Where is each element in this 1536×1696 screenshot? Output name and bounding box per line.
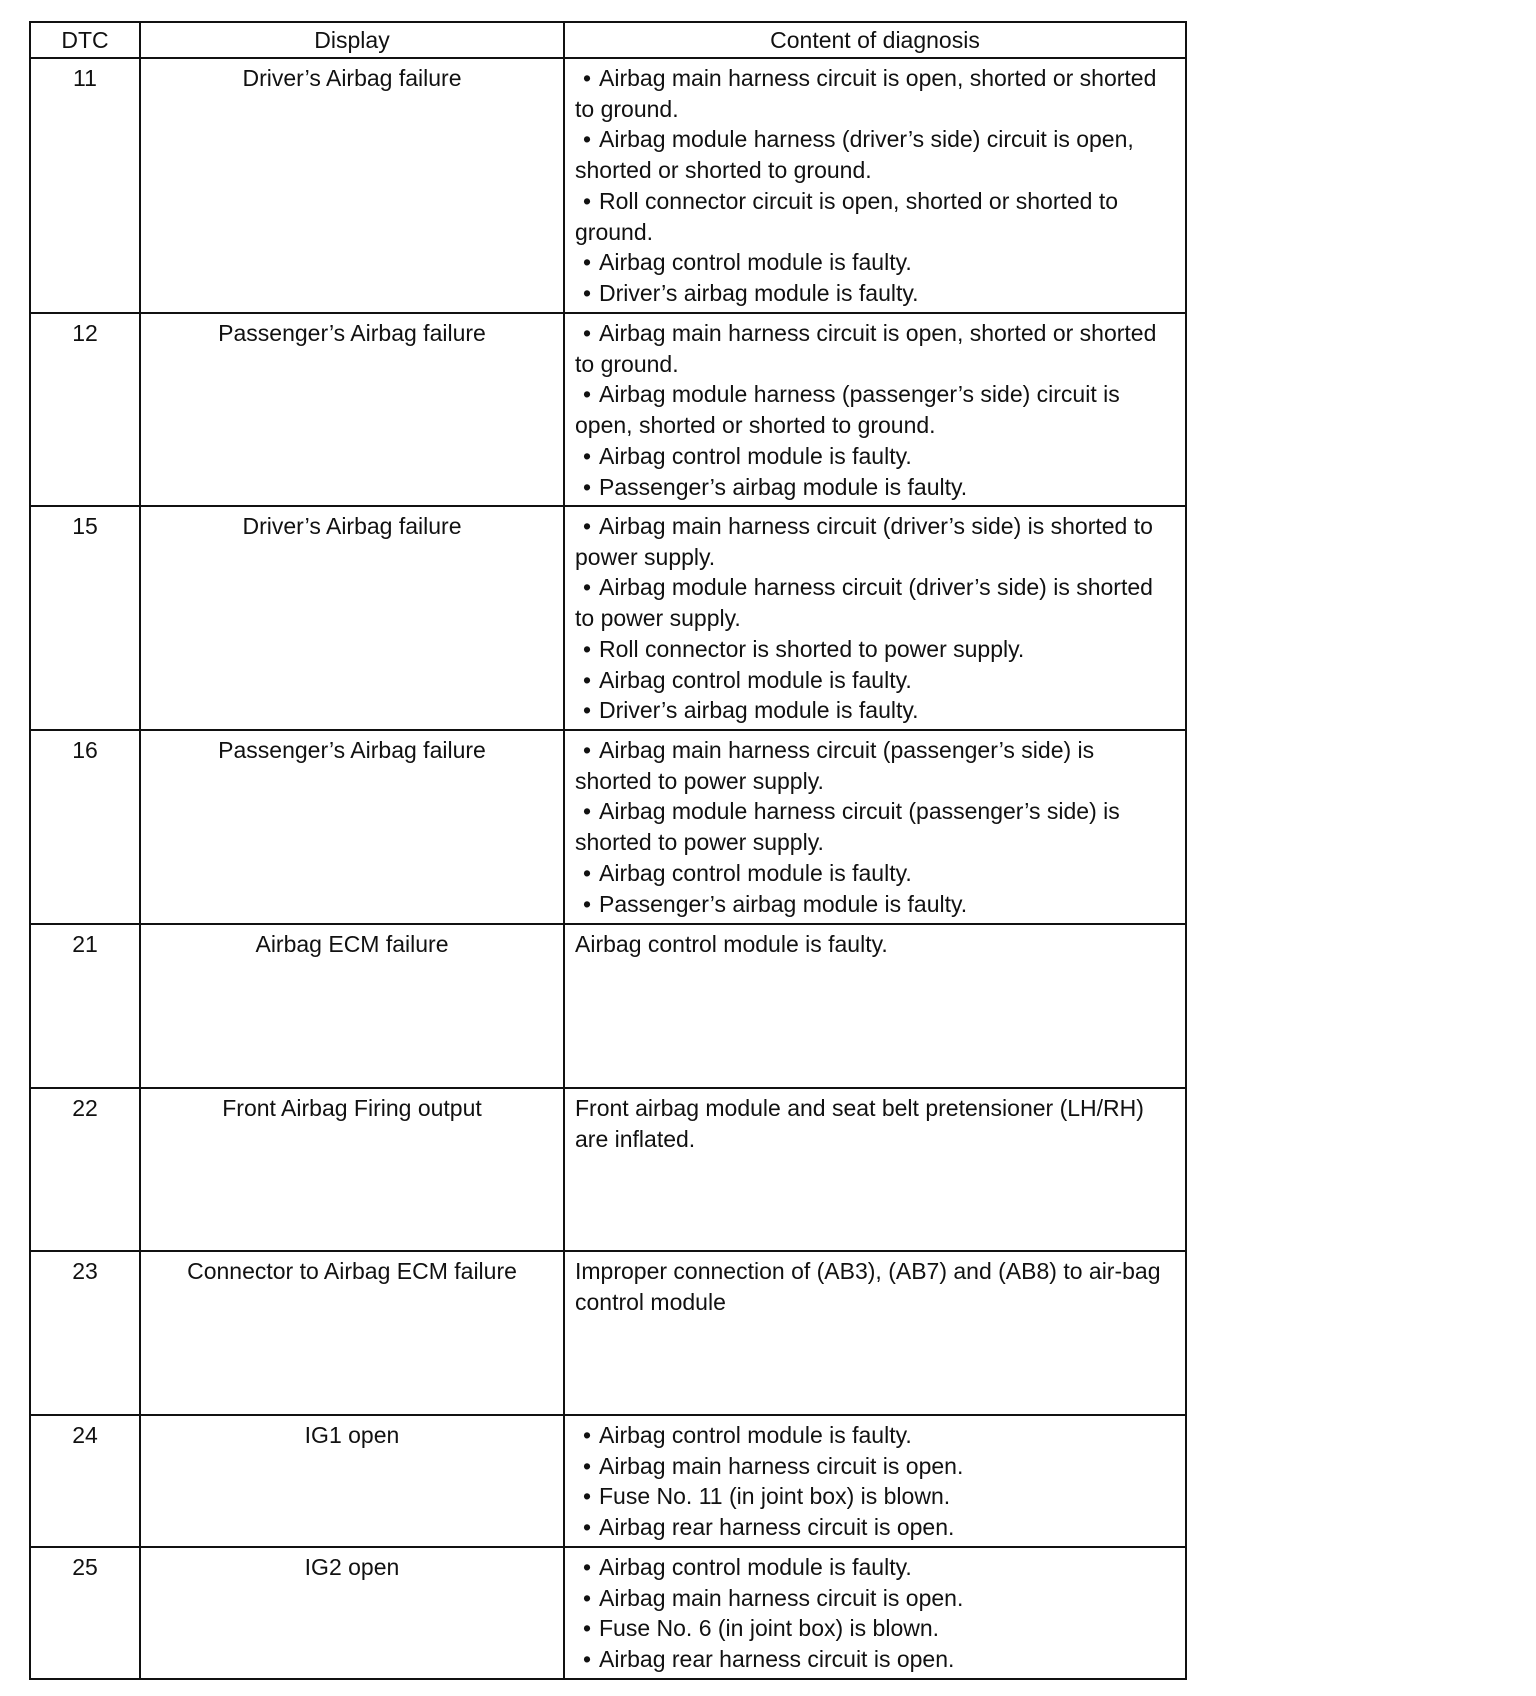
diagnosis-item: • Roll connector circuit is open, shorted or shorted to ground. (575, 186, 1177, 247)
display-text: Airbag ECM failure (140, 924, 564, 1088)
diagnosis-item: • Airbag main harness circuit is open, shorted or shorted to ground. (575, 63, 1177, 124)
diagnosis-item: • Driver’s airbag module is faulty. (575, 278, 1177, 309)
header-row (30, 22, 1186, 58)
diagnosis-item: • Airbag module harness (driver’s side) circuit is open, shorted or shorted to ground. (575, 124, 1177, 185)
table-row (30, 506, 1186, 730)
dtc-code: 15 (30, 506, 140, 730)
dtc-code: 16 (30, 730, 140, 924)
display-text: Passenger’s Airbag failure (140, 313, 564, 506)
table-row (30, 924, 1186, 1088)
dtc-table (29, 21, 1187, 1680)
header-content: Content of diagnosis (564, 22, 1186, 58)
diagnosis-text: Airbag control module is faulty. (575, 931, 888, 957)
diagnosis-item: • Airbag main harness circuit is open. (575, 1583, 1177, 1614)
diagnosis-item: • Airbag main harness circuit (driver’s side) is shorted to power supply. (575, 511, 1177, 572)
diagnosis-item: • Airbag main harness circuit is open, shorted or shorted to ground. (575, 318, 1177, 379)
diagnosis-item: • Airbag control module is faulty. (575, 665, 1177, 696)
diagnosis-item: • Airbag main harness circuit is open. (575, 1451, 1177, 1482)
diagnosis-item: • Passenger’s airbag module is faulty. (575, 472, 1177, 503)
diagnosis-content (564, 1088, 1186, 1251)
table-row (30, 730, 1186, 924)
dtc-code: 12 (30, 313, 140, 506)
diagnosis-content (564, 1251, 1186, 1415)
diagnosis-item: • Fuse No. 6 (in joint box) is blown. (575, 1613, 1177, 1644)
table-row (30, 1415, 1186, 1547)
dtc-code: 22 (30, 1088, 140, 1251)
diagnosis-item: • Airbag control module is faulty. (575, 858, 1177, 889)
display-text: IG1 open (140, 1415, 564, 1547)
diagnosis-item: • Roll connector is shorted to power supply. (575, 634, 1177, 665)
display-text: IG2 open (140, 1547, 564, 1679)
dtc-code: 21 (30, 924, 140, 1088)
dtc-code: 25 (30, 1547, 140, 1679)
diagnosis-item: • Airbag rear harness circuit is open. (575, 1644, 1177, 1675)
diagnosis-text: Improper connection of (AB3), (AB7) and (AB8) to air-bag control module (575, 1258, 1161, 1315)
diagnosis-item: • Airbag module harness circuit (driver’s side) is shorted to power supply. (575, 572, 1177, 633)
table-row (30, 313, 1186, 506)
diagnosis-item: • Airbag control module is faulty. (575, 247, 1177, 278)
diagnosis-list (575, 511, 1177, 726)
diagnosis-content (564, 1547, 1186, 1679)
header-display: Display (140, 22, 564, 58)
diagnosis-item: • Airbag control module is faulty. (575, 441, 1177, 472)
diagnosis-content (564, 58, 1186, 313)
diagnosis-list (575, 318, 1177, 502)
dtc-code: 24 (30, 1415, 140, 1547)
diagnosis-item: • Fuse No. 11 (in joint box) is blown. (575, 1481, 1177, 1512)
diagnosis-item: • Airbag rear harness circuit is open. (575, 1512, 1177, 1543)
table-row (30, 1547, 1186, 1679)
dtc-code: 11 (30, 58, 140, 313)
display-text: Driver’s Airbag failure (140, 506, 564, 730)
table-row (30, 1251, 1186, 1415)
diagnosis-list (575, 1420, 1177, 1543)
display-text: Front Airbag Firing output (140, 1088, 564, 1251)
diagnosis-item: • Driver’s airbag module is faulty. (575, 695, 1177, 726)
diagnosis-content (564, 730, 1186, 924)
dtc-code: 23 (30, 1251, 140, 1415)
diagnosis-item: • Airbag module harness (passenger’s side) circuit is open, shorted or shorted to ground. (575, 379, 1177, 440)
display-text: Connector to Airbag ECM failure (140, 1251, 564, 1415)
diagnosis-list (575, 63, 1177, 309)
diagnosis-content (564, 1415, 1186, 1547)
table-row (30, 1088, 1186, 1251)
diagnosis-text: Front airbag module and seat belt pretensioner (LH/RH) are inflated. (575, 1095, 1144, 1152)
display-text: Driver’s Airbag failure (140, 58, 564, 313)
display-text: Passenger’s Airbag failure (140, 730, 564, 924)
header-dtc: DTC (30, 22, 140, 58)
diagnosis-item: • Airbag control module is faulty. (575, 1420, 1177, 1451)
diagnosis-item: • Airbag control module is faulty. (575, 1552, 1177, 1583)
diagnosis-item: • Passenger’s airbag module is faulty. (575, 889, 1177, 920)
diagnosis-content (564, 313, 1186, 506)
diagnosis-content (564, 506, 1186, 730)
diagnosis-content (564, 924, 1186, 1088)
diagnosis-list (575, 735, 1177, 919)
diagnosis-list (575, 1552, 1177, 1675)
diagnosis-item: • Airbag main harness circuit (passenger’s side) is shorted to power supply. (575, 735, 1177, 796)
table-row (30, 58, 1186, 313)
diagnosis-item: • Airbag module harness circuit (passenger’s side) is shorted to power supply. (575, 796, 1177, 857)
